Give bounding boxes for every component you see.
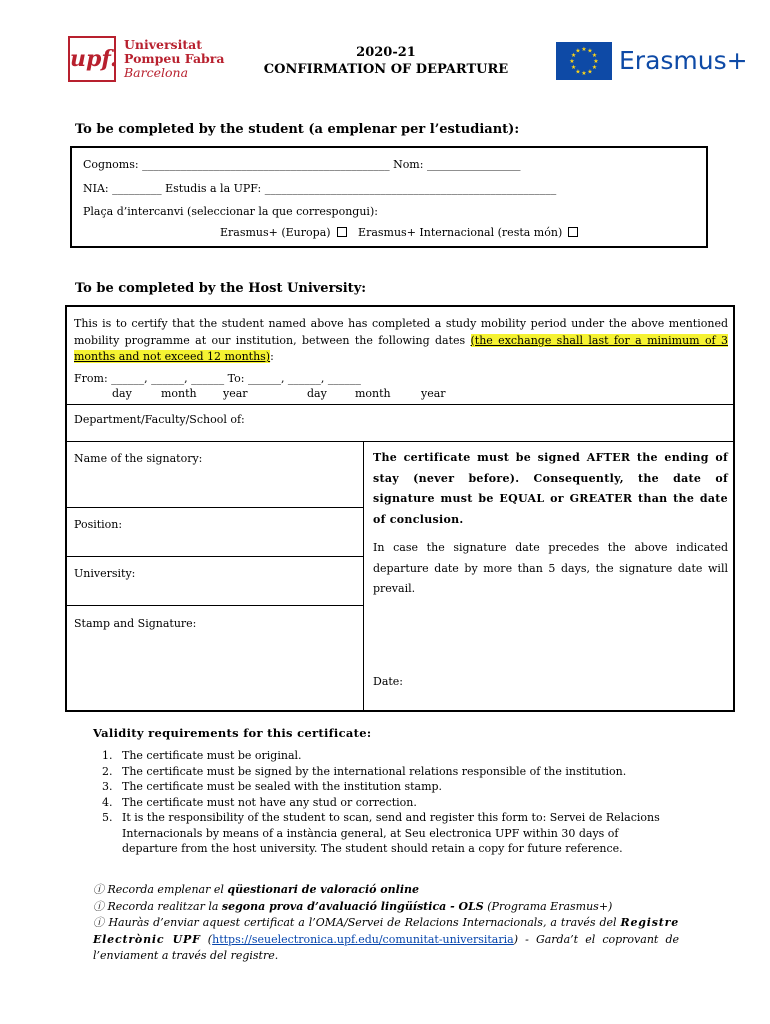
list-item: 3. The certificate must be sealed with the institution stamp.	[116, 779, 676, 795]
upf-logo	[68, 36, 225, 82]
certify-text: This is to certify that the student named above has completed a study mobility period under the above mentioned mobility programme at our institution, between the following dates	[74, 317, 728, 347]
validity-heading: Validity requirements for this certificate:	[93, 726, 372, 740]
signing-rule-note: The certificate must be signed AFTER the ending of stay (never before). Consequently, the date of signature must be EQUAL or GREATER than the date of conclusion.	[373, 451, 728, 526]
column-divider	[363, 441, 364, 710]
upf-logo-line2: Pompeu Fabra	[124, 51, 225, 66]
upf-logo-text	[124, 38, 224, 80]
student-section-heading: To be completed by the student (a emplenar per l’estudiant):	[75, 122, 520, 137]
academic-year: 2020-21	[356, 45, 416, 60]
footer-notes	[93, 882, 679, 965]
eu-star-icon: ★	[575, 47, 581, 55]
position-label: Position:	[74, 518, 123, 531]
dates-line[interactable]: From: ______, ______, ______ To: ______, ______, ______	[74, 372, 361, 385]
from-year-label: year	[223, 387, 248, 400]
eu-star-icon: ★	[591, 52, 598, 59]
eu-star-icon: ★	[591, 64, 598, 71]
eu-star-icon: ★	[581, 46, 587, 53]
date-label: Date:	[373, 675, 404, 688]
eu-star-icon: ★	[570, 52, 577, 59]
list-item: 1. The certificate must be original.	[116, 748, 676, 764]
student-box	[70, 146, 708, 248]
university-label: University:	[74, 567, 136, 580]
certify-end: :	[270, 350, 274, 363]
document-title	[236, 44, 536, 78]
host-box	[65, 305, 735, 712]
divider	[67, 404, 733, 405]
to-year-label: year	[421, 387, 446, 400]
eu-star-icon: ★	[593, 58, 599, 65]
upf-logo-line3: Barcelona	[124, 65, 189, 80]
eu-star-icon: ★	[569, 58, 575, 65]
list-item: 2. The certificate must be signed by the international relations responsible of the institution.	[116, 764, 676, 780]
footer-line-registry: ⓘ Hauràs d’enviar aquest certificat a l’OMA/Servei de Relacions Internacionals, a través del Registre Electrònic UPF (https://seuelectronica.upf.edu/comunitat-universitaria) - Garda’t el coprovant de l’enviament a través del registre.	[93, 916, 680, 962]
registry-link[interactable]: https://seuelectronica.upf.edu/comunitat-universitaria	[212, 932, 514, 946]
certify-paragraph	[74, 316, 728, 366]
erasmus-logo	[556, 42, 746, 82]
option-international-label: Erasmus+ Internacional (resta món)	[358, 226, 563, 239]
eu-star-icon: ★	[570, 64, 577, 71]
surname-name-line[interactable]: Cognoms: _____________________________________________ Nom: _________________	[83, 158, 521, 171]
list-item: 4. The certificate must not have any stud or correction.	[116, 795, 676, 811]
from-day-label: day	[112, 387, 132, 400]
info-icon: ⓘ	[93, 883, 104, 896]
stamp-signature-label: Stamp and Signature:	[74, 617, 197, 630]
eu-stars-icon	[556, 42, 612, 80]
divider	[67, 507, 363, 508]
info-icon: ⓘ	[93, 899, 104, 913]
department-label: Department/Faculty/School of:	[74, 413, 245, 426]
from-month-label: month	[161, 387, 197, 400]
erasmus-wordmark: Erasmus+	[619, 46, 748, 75]
questionnaire-link-text[interactable]: qüestionari de valoració online	[227, 883, 419, 896]
exchange-place-label: Plaça d’intercanvi (seleccionar la que correspongui):	[83, 205, 378, 218]
validity-list	[76, 748, 676, 857]
option-international-checkbox[interactable]	[568, 227, 578, 237]
eu-star-icon: ★	[581, 70, 587, 77]
signature-date-note: In case the signature date precedes the above indicated departure date by more than 5 days, the signature date will prevail.	[373, 541, 728, 595]
host-section-heading: To be completed by the Host University:	[75, 281, 367, 296]
footer-line-ols: ⓘ Recorda realitzar la segona prova d’avaluació lingüística - OLS (Programa Erasmus+)	[93, 899, 613, 913]
exchange-options	[220, 226, 578, 239]
list-item: 5. It is the responsibility of the student to scan, send and register this form to: Servei de Relacions Internacionals by means of a instància general, at Seu electronica UPF within 30 days of departure from the host university. The student should retain a copy for future reference.	[116, 810, 676, 857]
certify-highlight: (the exchange shall last for a minimum of 3 months and not exceed 12 months)	[74, 333, 728, 363]
option-europe-label: Erasmus+ (Europa)	[220, 226, 331, 239]
title-text: CONFIRMATION OF DEPARTURE	[263, 62, 509, 77]
upf-logo-mark: upf.	[68, 36, 116, 82]
footer-line-questionnaire: ⓘ Recorda emplenar el qüestionari de valoració online	[93, 883, 419, 896]
upf-logo-line1: Universitat	[124, 37, 202, 52]
nia-studies-line[interactable]: NIA: _________ Estudis a la UPF: _____________________________________________________	[83, 182, 557, 195]
option-europe-checkbox[interactable]	[337, 227, 347, 237]
to-month-label: month	[355, 387, 391, 400]
to-day-label: day	[307, 387, 327, 400]
eu-star-icon: ★	[587, 47, 593, 55]
divider	[67, 605, 363, 606]
divider	[67, 556, 363, 557]
info-icon: ⓘ	[93, 916, 105, 929]
divider	[67, 441, 733, 442]
signatory-label: Name of the signatory:	[74, 452, 203, 465]
eu-flag-icon	[556, 42, 612, 80]
eu-star-icon: ★	[587, 68, 593, 76]
eu-star-icon: ★	[575, 68, 581, 76]
